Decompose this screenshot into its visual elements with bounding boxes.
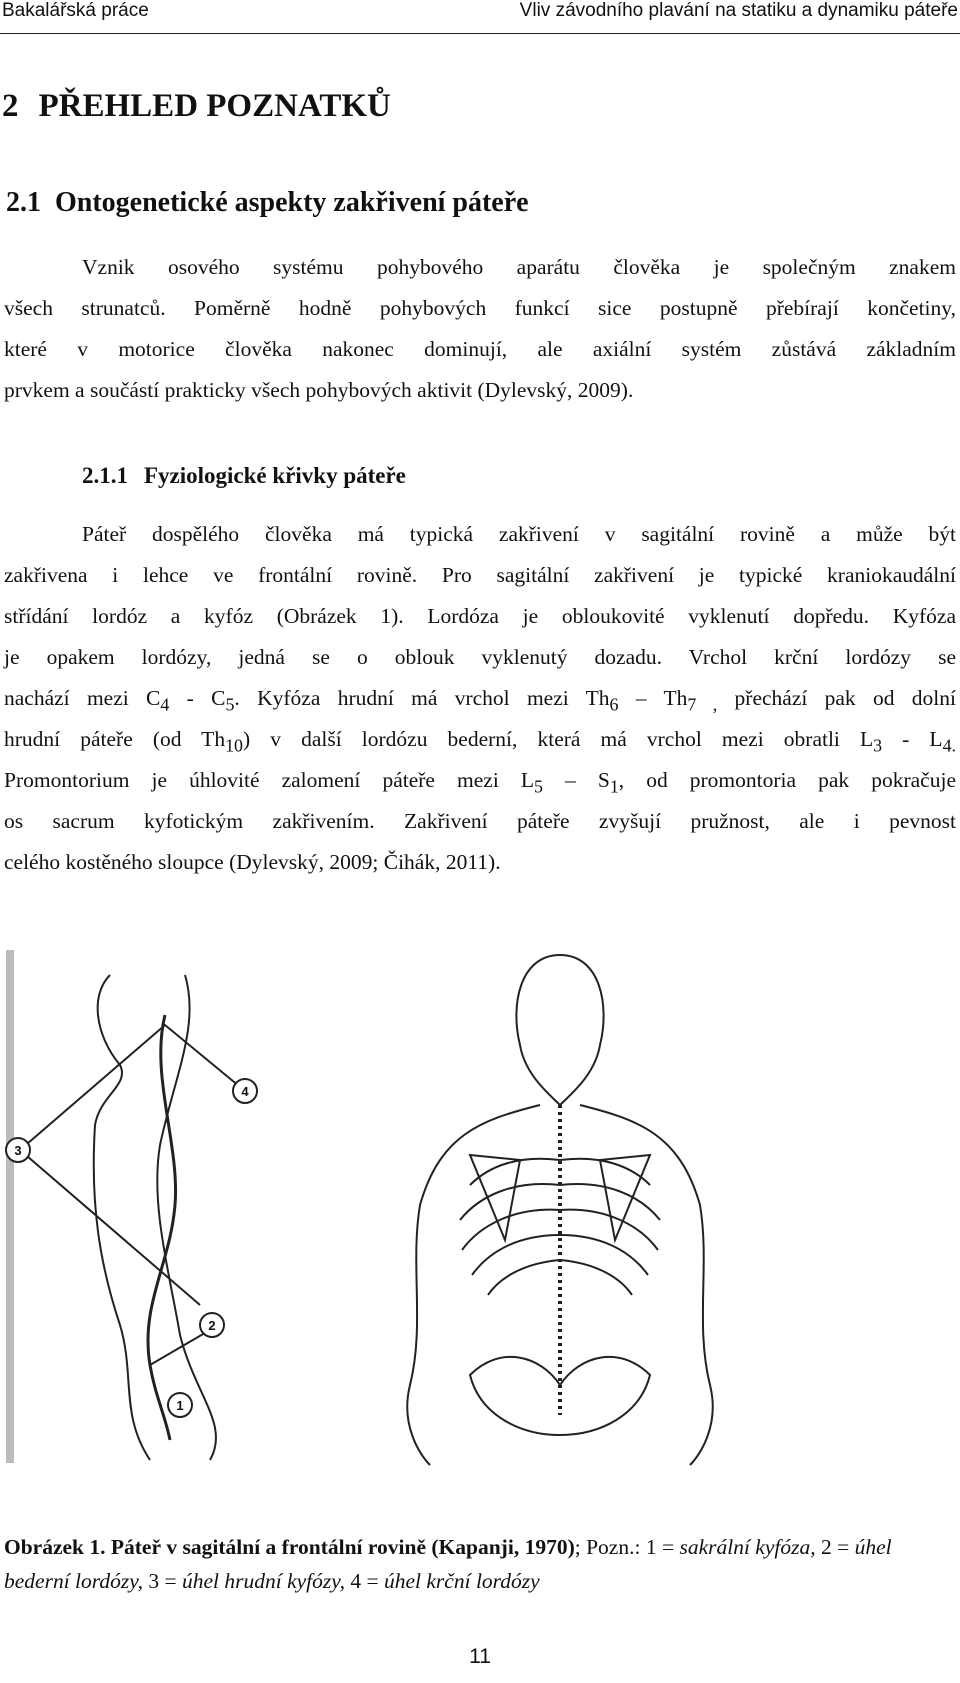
section-heading: [6, 187, 529, 219]
subscript: 3: [873, 735, 883, 756]
caption-label: Obrázek 1. Páteř v sagitální a frontální rovině (Kapanji, 1970): [4, 1535, 575, 1559]
text-run: hrudní páteře (od Th: [4, 727, 226, 751]
body-outline-back: [157, 975, 216, 1460]
caption-item: úhel hrudní kyfózy,: [181, 1569, 351, 1593]
text-run: ) v další lordózu bederní, která má vrchol mezi obratli L: [242, 727, 874, 751]
text-run: - C: [169, 686, 226, 710]
rib: [462, 1210, 658, 1250]
pelvis: [470, 1357, 650, 1435]
running-header: [0, 0, 960, 34]
paragraph-line: zakřivena i lehce ve frontální rovině. Pro sagitální zakřivení je typické kraniokaudální: [4, 563, 956, 587]
head-right: [560, 955, 604, 1105]
caption-item: úhel bederní lordózy,: [4, 1535, 892, 1593]
subscript: 4.: [942, 735, 956, 756]
subsection-heading: [82, 463, 406, 489]
header-right: Vliv závodního plavání na statiku a dynamiku páteře: [519, 0, 958, 21]
section-title: Ontogenetické aspekty zakřivení páteře: [55, 187, 529, 218]
paragraph-line: střídání lordóz a kyfóz (Obrázek 1). Lordóza je obloukovité vyklenutí dopředu. Kyfóza: [4, 604, 956, 628]
subsection-paragraph: [4, 514, 956, 883]
marker-label-3: 3: [14, 1143, 22, 1158]
paragraph-line: prvkem a součástí prakticky všech pohybových aktivit (Dylevský, 2009).: [4, 378, 634, 402]
paragraph-line: je opakem lordózy, jedná se o oblouk vyklenutý dozadu. Vrchol krční lordózy se: [4, 645, 956, 669]
paragraph-line: Vznik osového systému pohybového aparátu člověka je společným znakem: [82, 255, 956, 279]
caption-num: 2 =: [820, 1535, 855, 1559]
paragraph-line: celého kostěného sloupce (Dylevský, 2009; Čihák, 2011).: [4, 850, 501, 874]
caption-num: 4 =: [350, 1569, 384, 1593]
caption-num: 1 =: [645, 1535, 680, 1559]
paragraph-line: všech strunatců. Poměrně hodně pohybových funkcí sice postupně přebírají končetiny,: [4, 296, 956, 320]
page-number: 11: [469, 1645, 491, 1668]
upper-angle-lines: [20, 1025, 245, 1150]
paragraph-line: os sacrum kyfotickým zakřivením. Zakřivení páteře zvyšují pružnost, ale i pevnost: [4, 809, 956, 833]
text-run: přechází pak od dolní: [717, 686, 957, 710]
text-run: . Kyfóza hrudní má vrchol mezi Th: [234, 686, 610, 710]
marker-label-4: 4: [241, 1084, 249, 1099]
text-run: – Th: [618, 686, 688, 710]
side-spine-curve: [148, 1015, 176, 1440]
marker-label-2: 2: [208, 1318, 216, 1333]
section-number: 2.1: [6, 187, 41, 218]
spine-illustration: [0, 945, 960, 1475]
caption-item: úhel krční lordózy: [384, 1569, 540, 1593]
paragraph-line: [4, 678, 956, 719]
text-run: – S: [542, 768, 610, 792]
caption-note-prefix: ; Pozn.:: [574, 1535, 646, 1559]
paragraph-line: [4, 719, 956, 760]
marker-label-1: 1: [176, 1398, 184, 1413]
figure-caption: [4, 1530, 956, 1598]
head-left: [516, 955, 560, 1105]
paragraph-line: které v motorice člověka nakonec dominují, ale axiální systém zůstává základním: [4, 337, 956, 361]
subscript: 7 ,: [687, 694, 718, 715]
chapter-title: PŘEHLED POZNATKŮ: [38, 88, 391, 124]
text-run: , od promontoria pak pokračuje: [618, 768, 956, 792]
paragraph-line: Páteř dospělého člověka má typická zakřivení v sagitální rovině a může být: [82, 522, 956, 546]
spine-figure: [0, 945, 960, 1475]
back-outline-right: [580, 1105, 713, 1465]
subscript: 10: [225, 735, 243, 756]
header-left: Bakalářská práce: [2, 0, 149, 21]
caption-num: 3 =: [148, 1569, 182, 1593]
subscript: 6: [609, 694, 619, 715]
subscript: 4: [160, 694, 170, 715]
chapter-heading: [2, 88, 391, 125]
back-outline-left: [407, 1105, 540, 1465]
text-run: Promontorium je úhlovité zalomení páteře mezi L: [4, 768, 535, 792]
subsection-number: 2.1.1: [82, 463, 128, 488]
subscript: 5: [534, 776, 543, 797]
text-run: - L: [882, 727, 943, 751]
paragraph-line: [4, 760, 956, 801]
subsection-title: Fyziologické křivky páteře: [144, 463, 406, 488]
subscript: 1: [609, 776, 619, 797]
chapter-number: 2: [2, 88, 19, 124]
text-run: nachází mezi C: [4, 686, 161, 710]
subscript: 5: [225, 694, 235, 715]
caption-item: sakrální kyfóza,: [679, 1535, 821, 1559]
section-paragraph: [4, 247, 956, 411]
body-outline-front: [94, 975, 150, 1460]
